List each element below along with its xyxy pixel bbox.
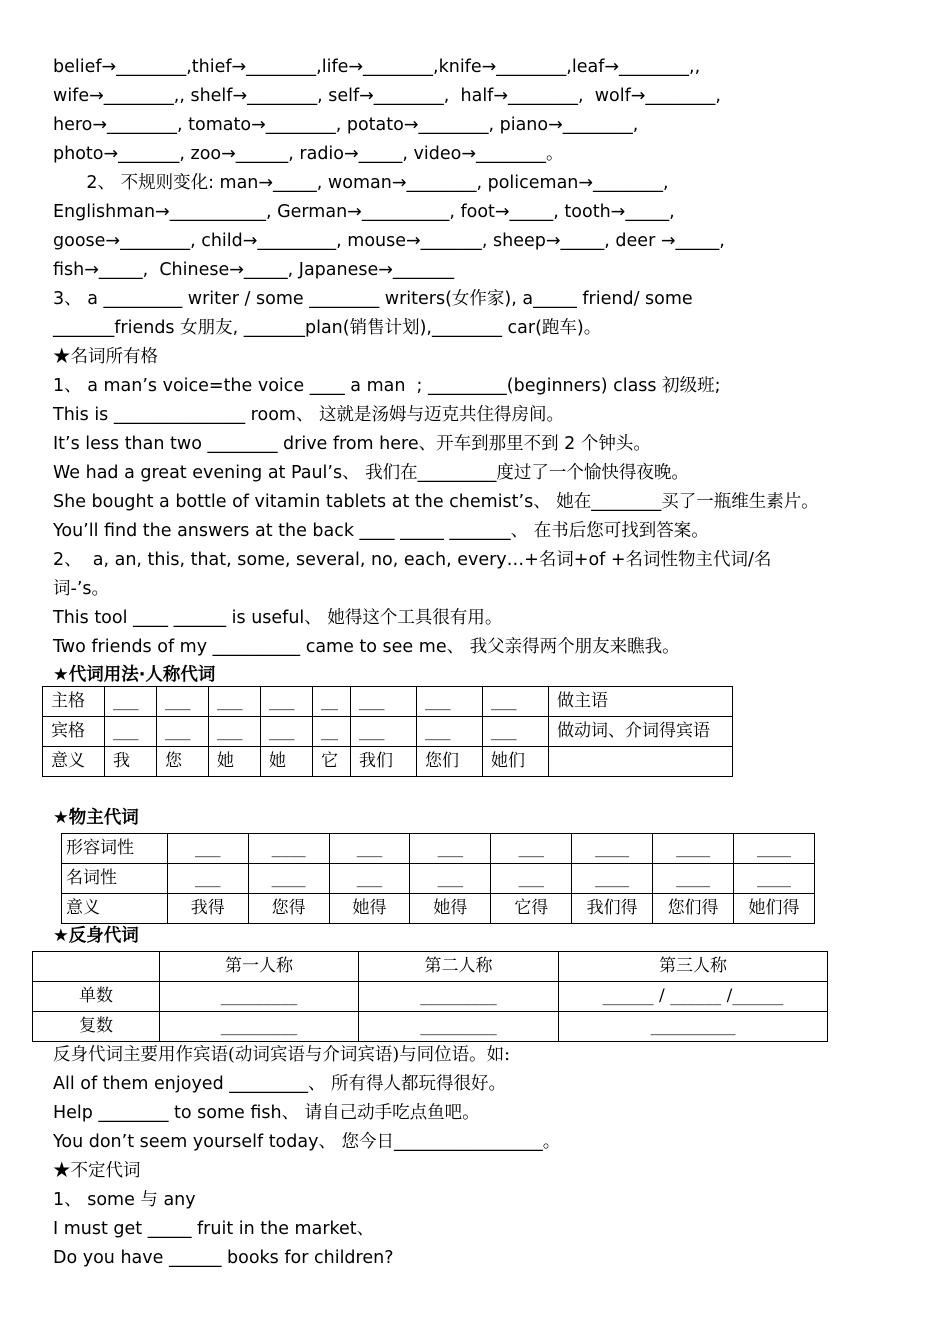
blank-cell: ___ bbox=[157, 717, 209, 747]
meaning-cell: 我们得 bbox=[572, 894, 653, 924]
blank-cell: ___ bbox=[209, 687, 261, 717]
blank-cell: ___ bbox=[329, 864, 410, 894]
meaning-cell: 您们得 bbox=[653, 894, 734, 924]
table-row bbox=[43, 687, 733, 717]
blank-cell: ___ bbox=[209, 717, 261, 747]
meaning-cell: 她们 bbox=[483, 747, 549, 777]
blank-cell: ____ bbox=[653, 864, 734, 894]
meaning-cell: 我得 bbox=[167, 894, 248, 924]
meaning-cell: 我 bbox=[105, 747, 157, 777]
table-header-row bbox=[33, 952, 828, 982]
line-plural-f-words-2: wife→________,, shelf→________, self→________, half→________, wolf→________, bbox=[53, 86, 721, 106]
line-plural-f-words: belief→________,thief→________,life→________,knife→________,leaf→________,, bbox=[53, 57, 701, 77]
meaning-cell: 她们得 bbox=[734, 894, 815, 924]
line-double-possessive-2: 词-’s。 bbox=[53, 579, 109, 599]
line-irregular-plural-2: Englishman→___________, German→__________, foot→_____, tooth→_____, bbox=[53, 202, 675, 222]
table-row bbox=[43, 717, 733, 747]
blank-cell: ___ bbox=[410, 864, 491, 894]
line-some-example: I must get _____ fruit in the market、 bbox=[53, 1219, 375, 1239]
blank-cell: _________ bbox=[359, 982, 559, 1012]
blank-cell: ____ bbox=[734, 834, 815, 864]
header-cell: 第三人称 bbox=[559, 952, 828, 982]
blank-cell: ___ bbox=[351, 717, 417, 747]
header-cell: 第一人称 bbox=[160, 952, 359, 982]
line-some-any: 1、 some 与 any bbox=[53, 1190, 196, 1210]
meaning-cell: 您 bbox=[157, 747, 209, 777]
blank-cell: __________ bbox=[559, 1012, 828, 1042]
blank-cell: __ bbox=[313, 687, 351, 717]
line-double-possessive-4: Two friends of my __________ came to see me、 我父亲得两个朋友来瞧我。 bbox=[53, 637, 680, 657]
blank-cell: ___ bbox=[261, 717, 313, 747]
blank-cell: ___ bbox=[157, 687, 209, 717]
blank-cell: ____ bbox=[653, 834, 734, 864]
table-row bbox=[33, 982, 828, 1012]
table-row bbox=[62, 864, 815, 894]
table-row bbox=[62, 894, 815, 924]
line-plural-o-words-2: photo→_______, zoo→______, radio→_____, video→________。 bbox=[53, 144, 564, 164]
line-reflexive-example-2: Help ________ to some fish、 请自己动手吃点鱼吧。 bbox=[53, 1103, 480, 1123]
line-irregular-plural-3: goose→________, child→_________, mouse→_______, sheep→_____, deer →_____, bbox=[53, 231, 725, 251]
heading-indefinite-pronouns: ★不定代词 bbox=[53, 1161, 141, 1181]
meaning-cell: 她 bbox=[261, 747, 313, 777]
usage-note bbox=[549, 747, 733, 777]
blank-cell: ___ bbox=[483, 717, 549, 747]
header-cell bbox=[33, 952, 160, 982]
blank-cell: ___ bbox=[417, 687, 483, 717]
line-plural-o-words: hero→________, tomato→________, potato→________, piano→________, bbox=[53, 115, 639, 135]
line-compound-nouns: 3、 a _________ writer / some ________ writers(女作家), a_____ friend/ some bbox=[53, 289, 693, 309]
blank-cell: ___ bbox=[105, 717, 157, 747]
usage-note: 做主语 bbox=[549, 687, 733, 717]
meaning-cell: 它 bbox=[313, 747, 351, 777]
line-double-possessive: 2、 a, an, this, that, some, several, no, each, every…+名词+of +名词性物主代词/名 bbox=[53, 550, 772, 570]
heading-personal-pronouns: ★代词用法·人称代词 bbox=[53, 665, 216, 685]
heading-noun-possessive: ★名词所有格 bbox=[53, 347, 158, 367]
row-label: 复数 bbox=[33, 1012, 160, 1042]
meaning-cell: 您得 bbox=[248, 894, 329, 924]
header-cell: 第二人称 bbox=[359, 952, 559, 982]
blank-cell: _________ bbox=[160, 982, 359, 1012]
blank-cell: _________ bbox=[160, 1012, 359, 1042]
line-irregular-plural-4: fish→_____, Chinese→_____, Japanese→_______ bbox=[53, 260, 455, 280]
line-double-possessive-3: This tool ____ ______ is useful、 她得这个工具很有用。 bbox=[53, 608, 503, 628]
blank-cell: ____ bbox=[248, 864, 329, 894]
meaning-cell: 她得 bbox=[410, 894, 491, 924]
blank-cell: ____ bbox=[572, 834, 653, 864]
line-possessive-6: You’ll find the answers at the back ____ _____ _______、 在书后您可找到答案。 bbox=[53, 521, 709, 541]
line-compound-nouns-2: _______friends 女朋友, _______plan(销售计划),________ car(跑车)。 bbox=[53, 318, 602, 338]
line-possessive-5: She bought a bottle of vitamin tablets at the chemist’s、 她在________买了一瓶维生素片。 bbox=[53, 492, 819, 512]
reflexive-pronoun-table bbox=[32, 951, 828, 1042]
usage-note: 做动词、介词得宾语 bbox=[549, 717, 733, 747]
blank-cell: ___ bbox=[483, 687, 549, 717]
blank-cell: _________ bbox=[359, 1012, 559, 1042]
blank-cell: ___ bbox=[417, 717, 483, 747]
blank-cell: ___ bbox=[261, 687, 313, 717]
blank-cell: ____ bbox=[248, 834, 329, 864]
meaning-cell: 我们 bbox=[351, 747, 417, 777]
meaning-cell: 它得 bbox=[491, 894, 572, 924]
heading-possessive-pronouns: ★物主代词 bbox=[53, 808, 139, 828]
blank-cell: ___ bbox=[167, 864, 248, 894]
row-label: 名词性 bbox=[62, 864, 168, 894]
line-reflexive-usage: 反身代词主要用作宾语(动词宾语与介词宾语)与同位语。如: bbox=[53, 1045, 511, 1065]
heading-reflexive-pronouns: ★反身代词 bbox=[53, 926, 139, 946]
table-row bbox=[33, 1012, 828, 1042]
blank-cell: __ bbox=[313, 717, 351, 747]
blank-cell: ___ bbox=[167, 834, 248, 864]
row-label: 意义 bbox=[62, 894, 168, 924]
line-possessive-1: 1、 a man’s voice=the voice ____ a man ; _________(beginners) class 初级班; bbox=[53, 376, 721, 396]
blank-cell: ___ bbox=[410, 834, 491, 864]
blank-cell: ______ / ______ /______ bbox=[559, 982, 828, 1012]
row-label: 主格 bbox=[43, 687, 105, 717]
blank-cell: ___ bbox=[351, 687, 417, 717]
line-possessive-2: This is _______________ room、 这就是汤姆与迈克共住得房间。 bbox=[53, 405, 565, 425]
line-reflexive-example-1: All of them enjoyed _________、 所有得人都玩得很好。 bbox=[53, 1074, 507, 1094]
meaning-cell: 她 bbox=[209, 747, 261, 777]
blank-cell: ___ bbox=[105, 687, 157, 717]
line-irregular-plural: 2、 不规则变化: man→_____, woman→________, policeman→________, bbox=[53, 173, 669, 193]
meaning-cell: 您们 bbox=[417, 747, 483, 777]
blank-cell: ___ bbox=[491, 864, 572, 894]
blank-cell: ___ bbox=[329, 834, 410, 864]
line-possessive-3: It’s less than two ________ drive from here、开车到那里不到 2 个钟头。 bbox=[53, 434, 651, 454]
line-any-example: Do you have ______ books for children? bbox=[53, 1248, 394, 1268]
line-possessive-4: We had a great evening at Paul’s、 我们在_________度过了一个愉快得夜晚。 bbox=[53, 463, 689, 483]
blank-cell: ____ bbox=[734, 864, 815, 894]
table-row bbox=[62, 834, 815, 864]
line-reflexive-example-3: You don’t seem yourself today、 您今日_________________。 bbox=[53, 1132, 561, 1152]
meaning-cell: 她得 bbox=[329, 894, 410, 924]
row-label: 意义 bbox=[43, 747, 105, 777]
personal-pronoun-table bbox=[42, 686, 733, 777]
blank-cell: ____ bbox=[572, 864, 653, 894]
row-label: 形容词性 bbox=[62, 834, 168, 864]
row-label: 单数 bbox=[33, 982, 160, 1012]
table-row bbox=[43, 747, 733, 777]
blank-cell: ___ bbox=[491, 834, 572, 864]
row-label: 宾格 bbox=[43, 717, 105, 747]
possessive-pronoun-table bbox=[61, 833, 815, 924]
